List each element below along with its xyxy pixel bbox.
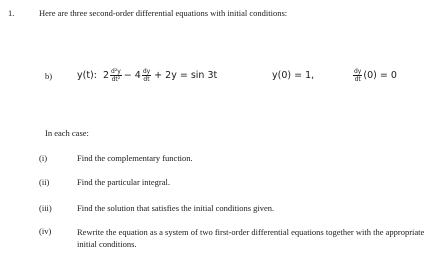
task-text: Find the complementary function.	[77, 153, 193, 163]
part-label: b)	[45, 71, 53, 81]
fraction-denominator: dt²	[111, 75, 121, 83]
second-derivative-fraction	[110, 68, 122, 83]
task-text: Rewrite the equation as a system of two first-order differential equations together with the appropriate initial conditions.	[77, 227, 425, 249]
question-number: 1.	[8, 8, 15, 18]
fraction-numerator: dy	[354, 67, 362, 75]
fraction-numerator: d²y	[111, 67, 121, 75]
each-case-label: In each case:	[45, 128, 89, 138]
condition-derivative-fraction	[353, 68, 362, 83]
differential-equation	[77, 64, 217, 86]
equation-rest: + 2y = sin 3t	[154, 69, 218, 81]
function-name: y(t):	[77, 69, 97, 81]
task-number: (iv)	[39, 226, 52, 236]
condition-1-text: y(0) = 1,	[272, 69, 315, 81]
fraction-denominator: dt	[143, 75, 150, 83]
task-text: Find the solution that satisfies the initial conditions given.	[77, 203, 275, 213]
condition-2-text: (0) = 0	[363, 69, 397, 81]
first-derivative-fraction	[142, 68, 151, 83]
task-number: (iii)	[39, 203, 52, 213]
fraction-denominator: dt	[354, 75, 361, 83]
initial-condition-1	[272, 64, 314, 86]
minus-coefficient: − 4	[123, 69, 141, 81]
task-text: Find the particular integral.	[77, 177, 170, 187]
fraction-numerator: dy	[142, 67, 151, 75]
question-intro: Here are three second-order differential equations with initial conditions:	[39, 8, 288, 18]
task-number: (i)	[39, 153, 48, 163]
coefficient-a: 2	[102, 69, 110, 81]
task-number: (ii)	[39, 177, 50, 187]
initial-condition-2	[352, 64, 397, 86]
